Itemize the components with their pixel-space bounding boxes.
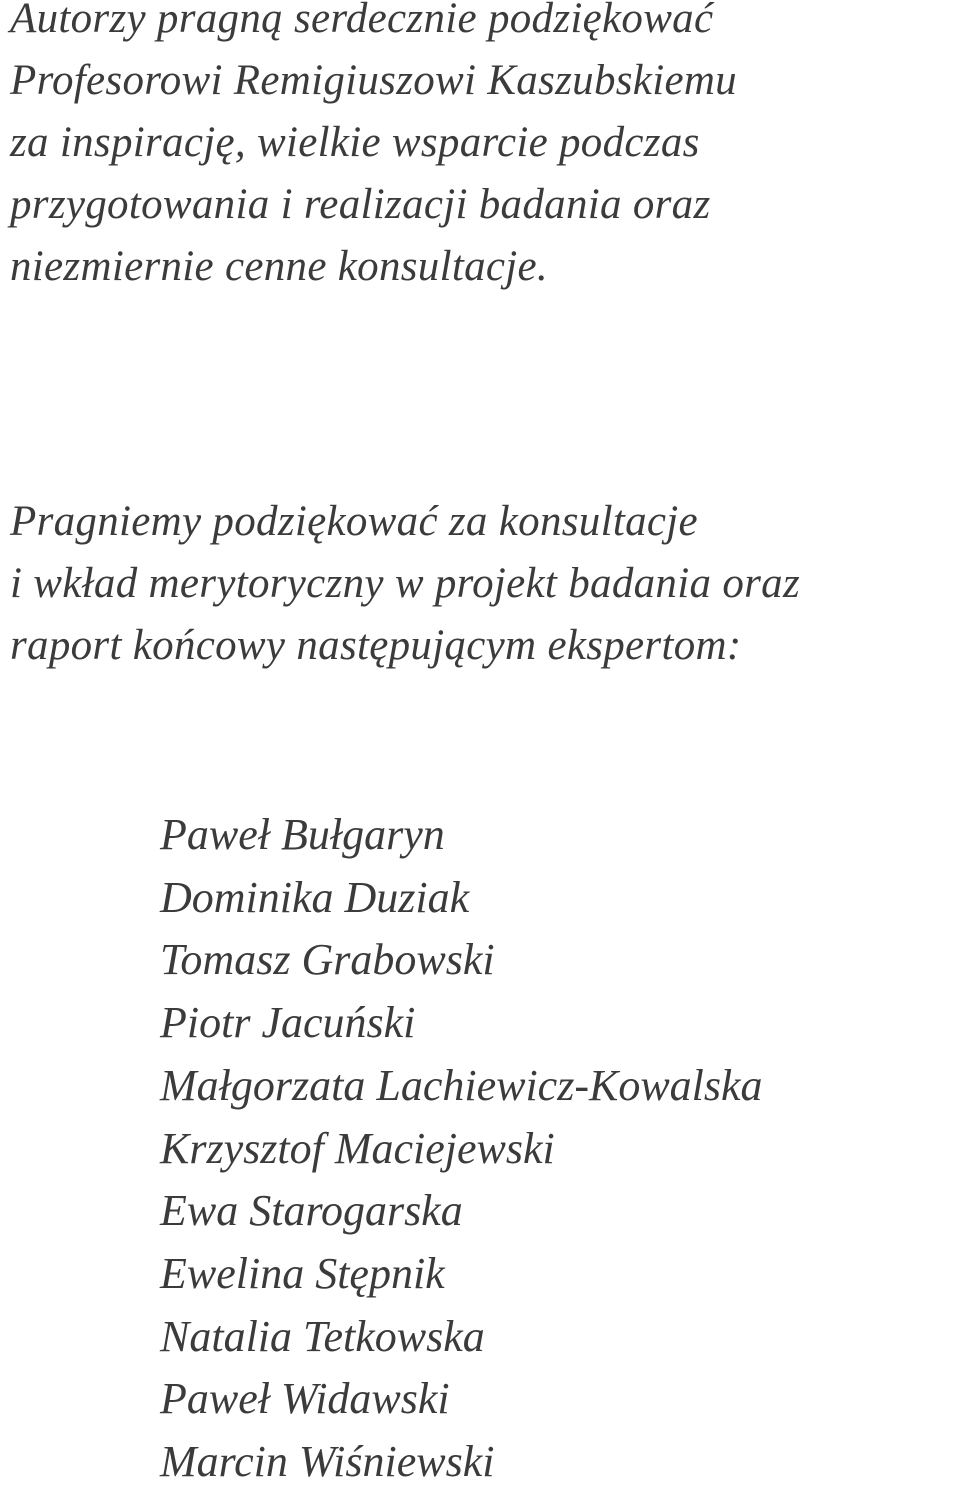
experts-intro-line: i wkład merytoryczny w projekt badania oraz	[10, 560, 800, 607]
experts-list	[160, 804, 763, 1494]
expert-name: Tomasz Grabowski	[160, 935, 495, 985]
expert-name: Krzysztof Maciejewski	[160, 1123, 555, 1173]
expert-name: Piotr Jacuński	[160, 998, 416, 1048]
expert-name: Dominika Duziak	[160, 872, 470, 922]
expert-name: Natalia Tetkowska	[160, 1311, 485, 1361]
acknowledgement-line: Autorzy pragną serdecznie podziękować	[10, 0, 714, 42]
acknowledgement-line: przygotowania i realizacji badania oraz	[10, 181, 711, 228]
acknowledgement-line: za inspirację, wielkie wsparcie podczas	[10, 119, 700, 166]
experts-intro-line: Pragniemy podziękować za konsultacje	[10, 498, 698, 545]
acknowledgement-paragraph	[10, 0, 737, 298]
experts-intro-line: raport końcowy następującym ekspertom:	[10, 622, 742, 669]
expert-name: Ewa Starogarska	[160, 1186, 463, 1236]
expert-name: Marcin Wiśniewski	[160, 1437, 495, 1487]
expert-name: Paweł Bułgaryn	[160, 810, 445, 859]
expert-name: Paweł Widawski	[160, 1374, 450, 1424]
expert-name: Małgorzata Lachiewicz-Kowalska	[160, 1060, 763, 1110]
expert-name: Ewelina Stępnik	[160, 1248, 445, 1298]
experts-intro-paragraph	[10, 491, 800, 677]
acknowledgement-line: Profesorowi Remigiuszowi Kaszubskiemu	[10, 57, 737, 104]
acknowledgement-line: niezmiernie cenne konsultacje.	[10, 243, 548, 290]
